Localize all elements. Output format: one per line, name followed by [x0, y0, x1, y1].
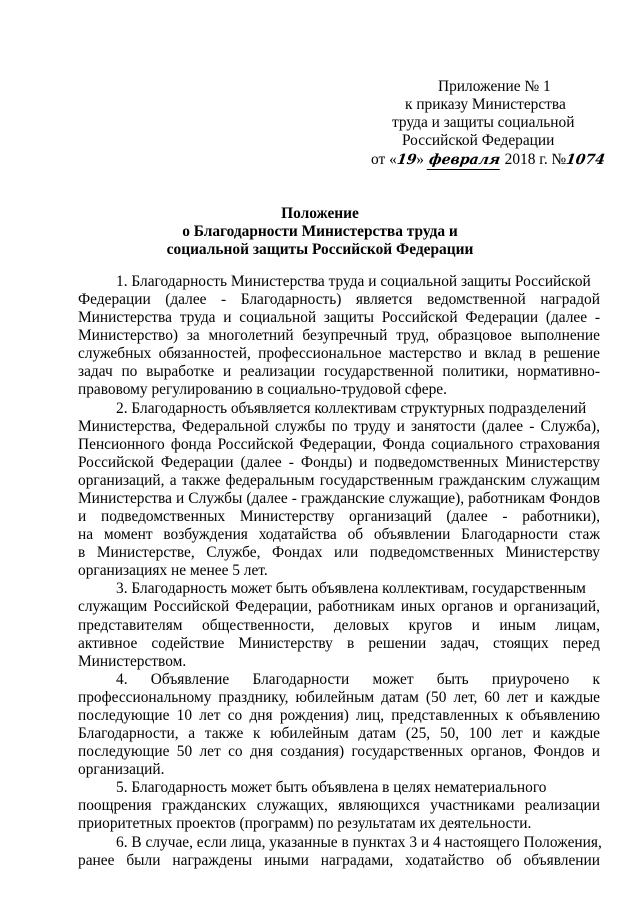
paragraph-line: служащим Российской Федерации, работникам иных органов и организаций, [78, 598, 600, 615]
date-year-and-number-label: 2018 г. № [504, 151, 567, 168]
paragraph-line: приоритетных проектов (программ) по результатам их деятельности. [78, 815, 532, 832]
paragraph-line: поощрения гражданских служащих, являющихся участниками реализации [78, 797, 600, 814]
order-number-handwritten: 1074 [565, 152, 607, 168]
paragraph-line: Министерством. [78, 653, 187, 670]
appendix-order-line: к приказу Министерства [405, 96, 566, 113]
appendix-ministry-line: труда и защиты социальной [392, 114, 575, 131]
order-date-line [371, 151, 605, 170]
paragraph-line: в Министерстве, Службе, Фондах или подведомственных Министерству [78, 544, 600, 561]
paragraph-line: Министерства труда и социальной защиты Российской Федерации (далее - [78, 309, 600, 326]
paragraph-line: организаций, а также федеральным государственным гражданским служащим [78, 472, 600, 489]
paragraph-line: Министерства, Федеральной службы по труду и занятости (далее - Служба), [78, 418, 600, 435]
date-month-handwritten: февраля [427, 152, 501, 168]
paragraph-line: Пенсионного фонда Российской Федерации, Фонда социального страхования [78, 436, 600, 453]
paragraph-line: профессиональному празднику, юбилейным датам (50 лет, 60 лет и каждые [78, 689, 600, 706]
document-subtitle-line-2: социальной защиты Российской Федерации [166, 241, 474, 258]
paragraph-line: Российской Федерации (далее - Фонды) и подведомственных Министерству [78, 454, 600, 471]
appendix-label: Приложение № 1 [438, 78, 551, 95]
paragraph-first-line: 1. Благодарность Министерства труда и социальной защиты Российской [116, 273, 591, 290]
document-title: Положение [281, 205, 359, 222]
paragraph-line: организациях не менее 5 лет. [78, 562, 268, 579]
paragraph-line: на момент возбуждения ходатайства об объявлении Благодарности стаж [78, 526, 600, 543]
paragraph-line: активное содействие Министерству в решении задач, стоящих перед [78, 635, 600, 652]
date-prefix: от « [371, 151, 397, 168]
date-close-quote: » [416, 151, 424, 168]
date-day-handwritten: 19 [395, 152, 418, 168]
paragraph-line: ранее были награждены иными наградами, ходатайство об объявлении [78, 852, 600, 869]
paragraph-first-line: 2. Благодарность объявляется коллективам структурных подразделений [116, 400, 587, 417]
paragraph-line: организаций. [78, 761, 165, 778]
paragraph-line: Федерации (далее - Благодарность) является ведомственной наградой [78, 291, 600, 308]
paragraph-line: правовому регулированию в социально-трудовой сфере. [78, 381, 447, 398]
paragraph-first-line: 4. Объявление Благодарности может быть приурочено к [116, 671, 600, 688]
paragraph-line: Министерство) за многолетний безупречный труд, образцовое выполнение [78, 327, 600, 344]
paragraph-line: задач по выработке и реализации государственной политики, нормативно- [78, 363, 600, 380]
document-subtitle-line-1: о Благодарности Министерства труда и [182, 223, 458, 240]
paragraph-line: последующие 10 лет со дня рождения) лиц, представленных к объявлению [78, 707, 600, 724]
paragraph-line: последующие 50 лет со дня создания) государственных органов, Фондов и [78, 743, 600, 760]
paragraph-first-line: 3. Благодарность может быть объявлена коллективам, государственным [116, 580, 586, 597]
paragraph-line: Министерства и Службы (далее - гражданские служащие), работникам Фондов [78, 490, 600, 507]
paragraph-line: и подведомственных Министерству организаций (далее - работники), [78, 508, 600, 525]
appendix-federation-line: Российской Федерации [402, 132, 555, 149]
paragraph-first-line: 5. Благодарность может быть объявлена в целях нематериального [116, 779, 547, 796]
paragraph-line: служебных обязанностей, профессиональное мастерство и вклад в решение [78, 345, 600, 362]
paragraph-line: Благодарности, а также к юбилейным датам (25, 50, 100 лет и каждые [78, 725, 600, 742]
paragraph-first-line: 6. В случае, если лица, указанные в пунктах 3 и 4 настоящего Положения, [116, 834, 602, 851]
paragraph-line: представителям общественности, деловых кругов и иным лицам, [78, 617, 600, 634]
